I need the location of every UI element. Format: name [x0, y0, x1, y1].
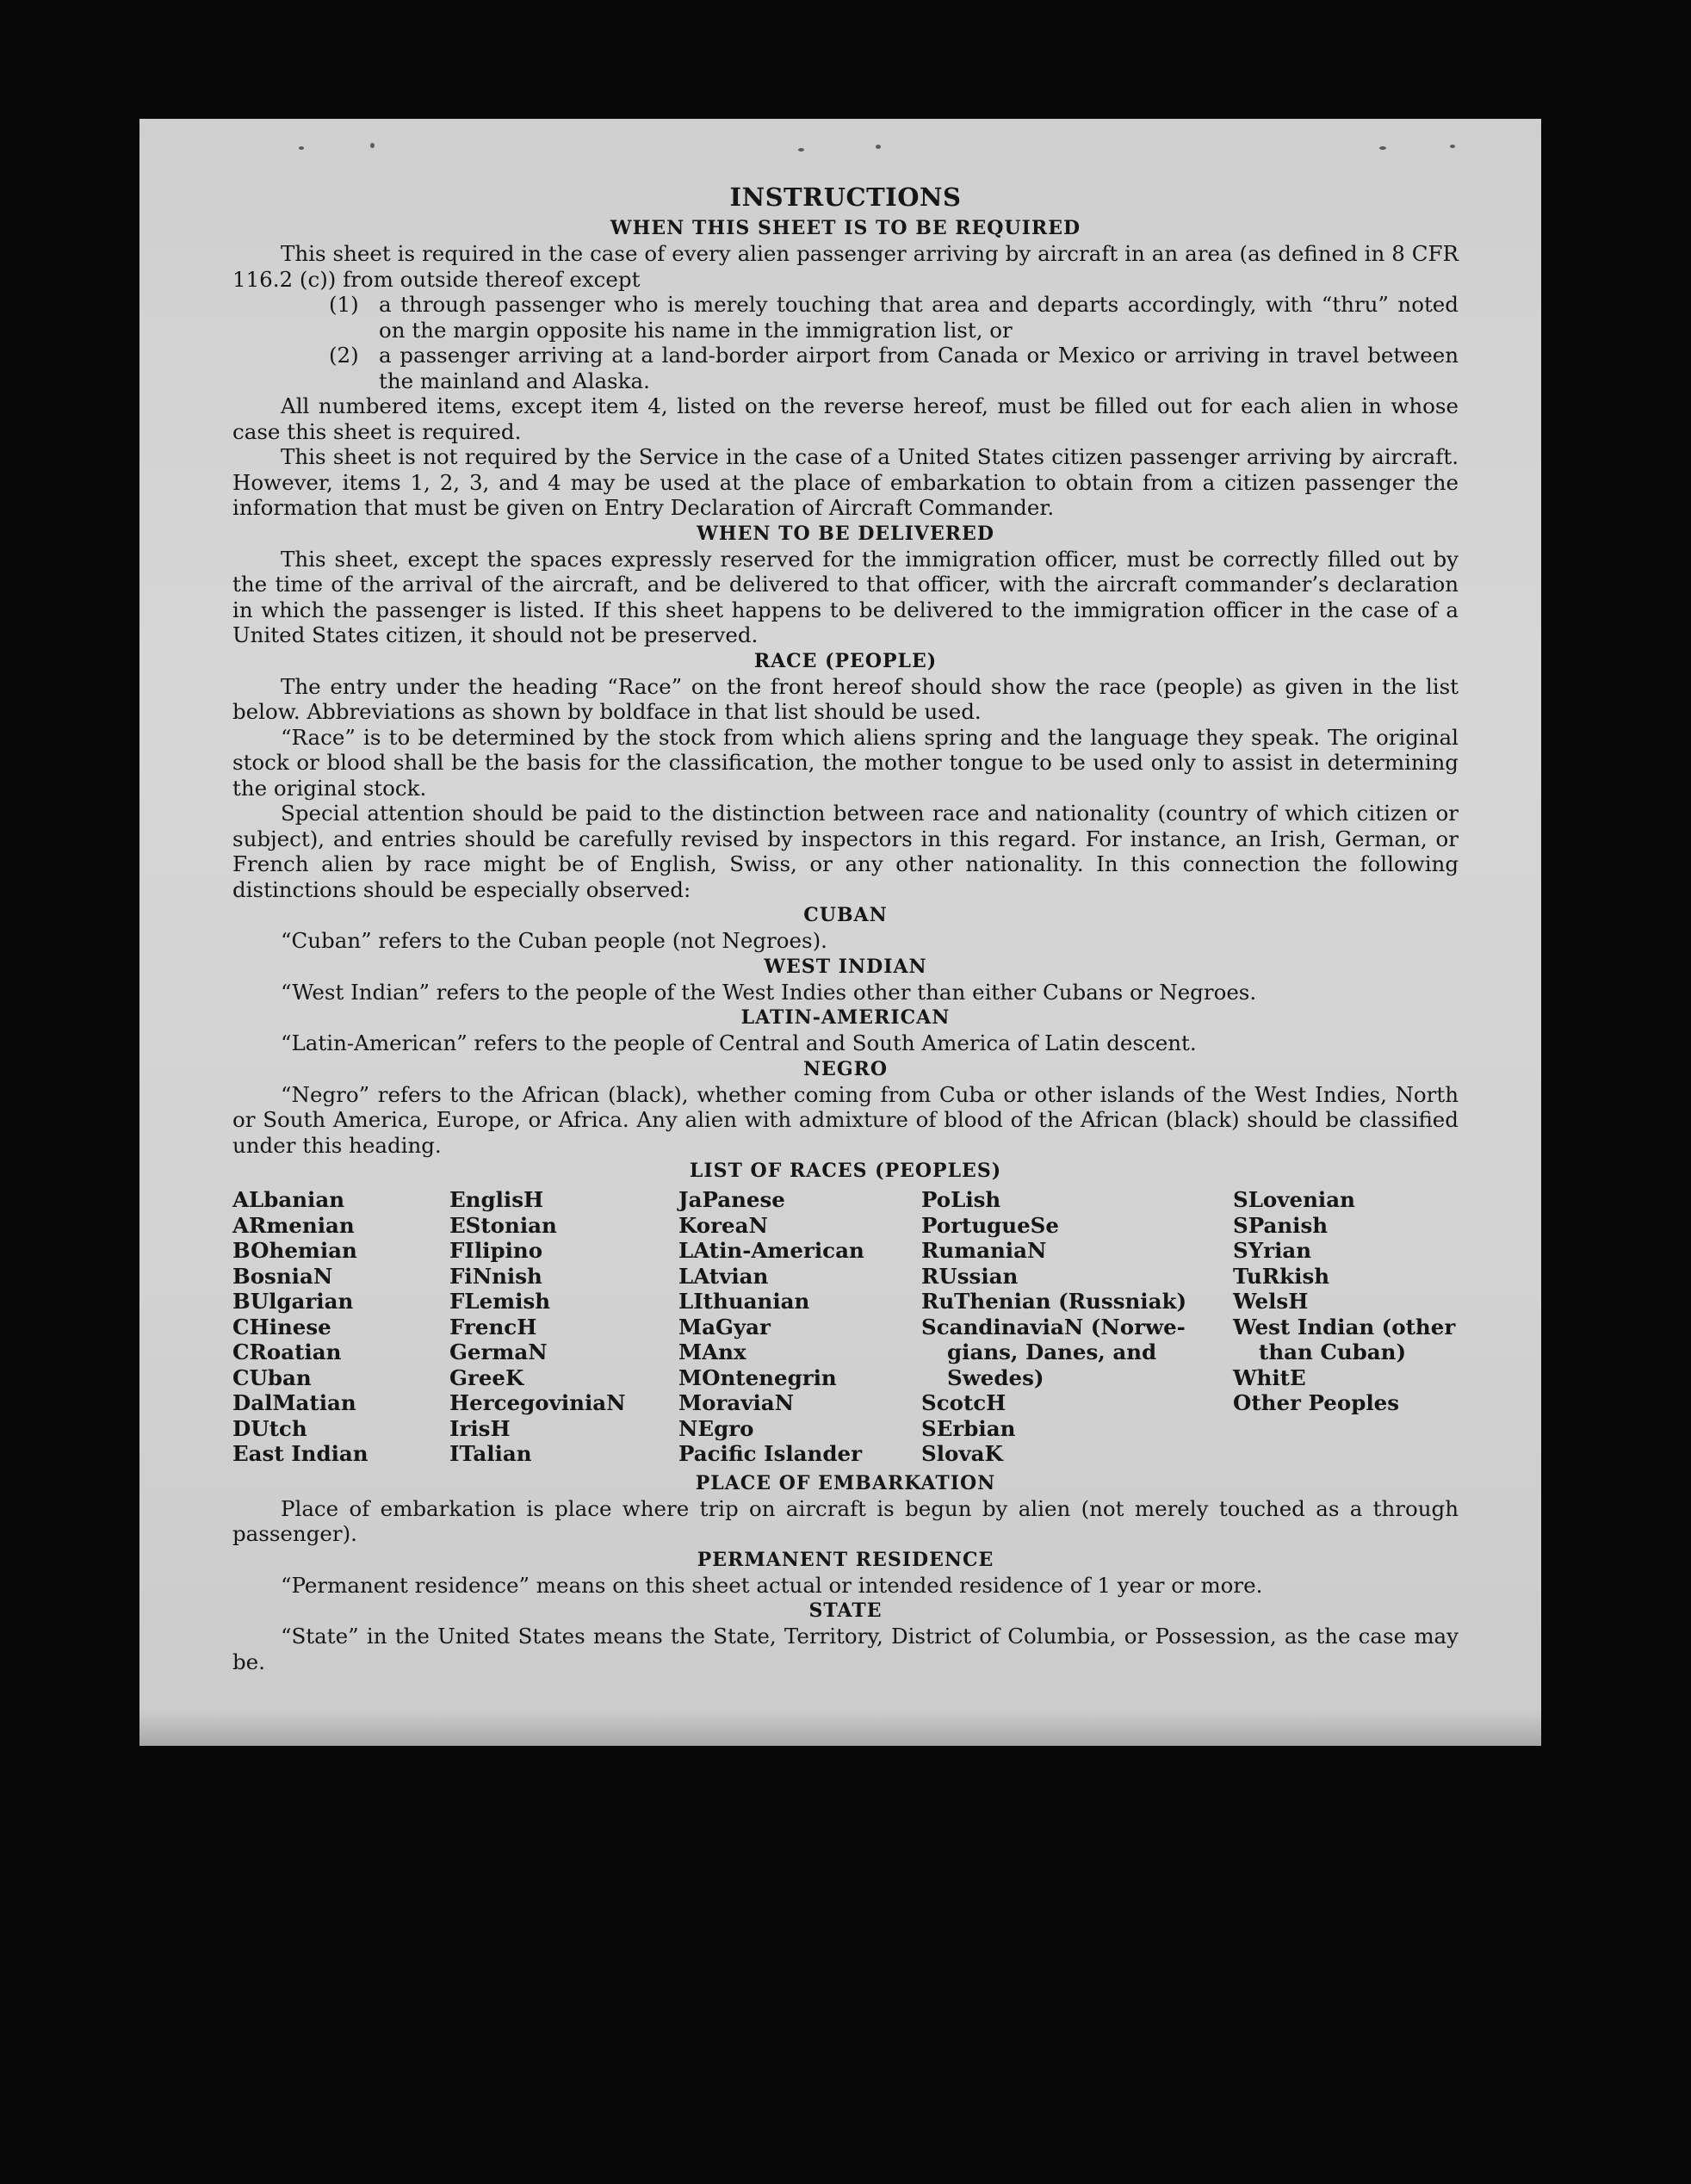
- list-item: SlovaK: [921, 1441, 1003, 1466]
- scan-speck: [1379, 146, 1386, 150]
- list-item: West Indian (other: [1233, 1314, 1456, 1339]
- list-item: ALbanian: [232, 1187, 345, 1212]
- list-item: ScotcH: [921, 1390, 1007, 1415]
- list-item: ScandinaviaN (Norwe-: [921, 1314, 1186, 1339]
- list-item: MAnx: [678, 1339, 746, 1364]
- section-heading-race: RACE (PEOPLE): [753, 649, 938, 672]
- races-column-4: [921, 1187, 1233, 1467]
- page-fold-shadow: [139, 1711, 1541, 1746]
- latin-american-text: “Latin-American” refers to the people of Central and South America of Latin descent.: [281, 1030, 1197, 1055]
- races-column-2: [449, 1187, 678, 1467]
- section-heading-embarkation: PLACE OF EMBARKATION: [695, 1471, 996, 1494]
- when-delivered-text: This sheet, except the spaces expressly reserved for the immigration officer, must be correctly filled out by the time of the arrival of the aircraft, and be delivered to that officer, with the aircraft commander’s declaration in which the passenger is listed. If this sheet happens to be delivered to the immigration officer in the case of a United States citizen, it should not be preserved.: [232, 546, 1459, 647]
- list-item: RuThenian (Russniak): [921, 1289, 1187, 1314]
- list-item: IrisH: [449, 1415, 511, 1441]
- race-para1: The entry under the heading “Race” on the front hereof should show the race (people) as given in the list below. Abbreviations as shown by boldface in that list should be used.: [232, 673, 1459, 724]
- list-item: EnglisH: [449, 1187, 544, 1212]
- section-heading-list-of-races: LIST OF RACES (PEOPLES): [689, 1160, 1002, 1182]
- section-heading-cuban: CUBAN: [803, 904, 888, 926]
- list-item: CUban: [232, 1364, 312, 1390]
- instructions-body: [232, 179, 1459, 1674]
- section-heading-west-indian: WEST INDIAN: [764, 955, 927, 978]
- list-item: DalMatian: [232, 1390, 356, 1415]
- list-item: than Cuban): [1259, 1339, 1407, 1364]
- races-column-5: [1233, 1187, 1457, 1467]
- list-item: RUssian: [921, 1263, 1019, 1289]
- list-item: TuRkish: [1233, 1263, 1330, 1289]
- section-heading-latin-american: LATIN-AMERICAN: [740, 1006, 951, 1029]
- list-item: GreeK: [449, 1364, 524, 1390]
- embarkation-text: Place of embarkation is place where trip on aircraft is begun by alien (not merely touched as a through passenger).: [232, 1495, 1459, 1546]
- when-required-intro: This sheet is required in the case of every alien passenger arriving by aircraft in an area (as defined in 8 CFR 116.2 (c)) from outside thereof except: [232, 241, 1459, 292]
- list-item: MaGyar: [678, 1314, 771, 1339]
- section-heading-when-delivered: WHEN TO BE DELIVERED: [697, 522, 994, 545]
- list-item: CRoatian: [232, 1339, 342, 1364]
- exception-item-2: (2) a passenger arriving at a land-border airport from Canada or Mexico or arriving in travel between the mainland and Alaska.: [329, 343, 1459, 393]
- list-item: East Indian: [232, 1441, 369, 1466]
- scan-speck: [876, 145, 881, 149]
- scan-speck: [299, 146, 304, 150]
- list-item: DUtch: [232, 1415, 307, 1441]
- exception-item-1: (1) a through passenger who is merely touching that area and departs accordingly, with “thru” noted on the margin opposite his name in the immigration list, or: [329, 292, 1459, 343]
- page-title: INSTRUCTIONS: [729, 183, 962, 212]
- list-item: PortugueSe: [921, 1212, 1059, 1238]
- when-required-para2: All numbered items, except item 4, listed on the reverse hereof, must be filled out for each alien in whose case this sheet is required.: [232, 393, 1459, 444]
- scan-speck: [1450, 145, 1455, 148]
- list-item: WhitE: [1233, 1364, 1306, 1390]
- list-item: KoreaN: [678, 1212, 768, 1238]
- list-item: LAtvian: [678, 1263, 769, 1289]
- list-item: WelsH: [1233, 1289, 1309, 1314]
- state-text: “State” in the United States means the State, Territory, District of Columbia, or Possession, as the case may be.: [232, 1624, 1459, 1674]
- list-item: JaPanese: [678, 1187, 785, 1212]
- negro-text: “Negro” refers to the African (black), whether coming from Cuba or other islands of the West Indies, North or South America, Europe, or Africa. Any alien with admixture of blood of the African (black) should be classified under this heading.: [232, 1081, 1459, 1158]
- list-item: HercegoviniaN: [449, 1390, 626, 1415]
- document-page: [139, 119, 1541, 1746]
- list-item: FiNnish: [449, 1263, 542, 1289]
- list-item: PoLish: [921, 1187, 1001, 1212]
- list-item: RumaniaN: [921, 1238, 1047, 1263]
- list-item: SYrian: [1233, 1238, 1312, 1263]
- list-item: ARmenian: [232, 1212, 355, 1238]
- section-heading-negro: NEGRO: [802, 1057, 889, 1080]
- list-item: MOntenegrin: [678, 1364, 837, 1390]
- races-column-1: [232, 1187, 449, 1467]
- scan-speck: [370, 143, 375, 148]
- list-item: EStonian: [449, 1212, 557, 1238]
- residence-text: “Permanent residence” means on this sheet actual or intended residence of 1 year or more.: [281, 1572, 1263, 1598]
- list-item: Pacific Islander: [678, 1441, 862, 1466]
- section-heading-residence: PERMANENT RESIDENCE: [697, 1548, 994, 1571]
- list-item: Other Peoples: [1233, 1390, 1400, 1415]
- list-item: SLovenian: [1233, 1187, 1355, 1212]
- list-item: FIlipino: [449, 1238, 543, 1263]
- list-item: Swedes): [947, 1364, 1044, 1390]
- list-item: GermaN: [449, 1339, 548, 1364]
- list-item: CHinese: [232, 1314, 331, 1339]
- scan-speck: [798, 148, 804, 152]
- races-column-3: [678, 1187, 921, 1467]
- section-heading-state: STATE: [808, 1599, 883, 1622]
- list-item: LIthuanian: [678, 1289, 810, 1314]
- list-item: SPanish: [1233, 1212, 1329, 1238]
- races-list: [232, 1187, 1459, 1467]
- list-item: BosniaN: [232, 1263, 333, 1289]
- section-heading-when-required: WHEN THIS SHEET IS TO BE REQUIRED: [610, 217, 1081, 239]
- list-item: LAtin-American: [678, 1238, 864, 1263]
- when-required-para3: This sheet is not required by the Service in the case of a United States citizen passenger arriving by aircraft. However, items 1, 2, 3, and 4 may be used at the place of embarkation to obtain from a citizen passenger the information that must be given on Entry Declaration of Aircraft Commander.: [232, 444, 1459, 520]
- list-item: gians, Danes, and: [947, 1339, 1157, 1364]
- list-item: BUlgarian: [232, 1289, 354, 1314]
- cuban-text: “Cuban” refers to the Cuban people (not Negroes).: [281, 928, 827, 953]
- list-item: SErbian: [921, 1415, 1016, 1441]
- list-item: FLemish: [449, 1289, 551, 1314]
- list-item: BOhemian: [232, 1238, 357, 1263]
- race-para2: “Race” is to be determined by the stock from which aliens spring and the language they speak. The original stock or blood shall be the basis for the classification, the mother tongue to be used only to assist in determining the original stock.: [232, 724, 1459, 801]
- list-item: FrencH: [449, 1314, 537, 1339]
- race-para3: Special attention should be paid to the distinction between race and nationality (country of which citizen or subject), and entries should be carefully revised by inspectors in this regard. For instance, an Irish, German, or French alien by race might be of English, Swiss, or any other nationality. In this connection the following distinctions should be especially observed:: [232, 801, 1459, 902]
- west-indian-text: “West Indian” refers to the people of the West Indies other than either Cubans or Negroes.: [281, 979, 1257, 1005]
- list-item: MoraviaN: [678, 1390, 795, 1415]
- list-item: ITalian: [449, 1441, 532, 1466]
- list-item: NEgro: [678, 1415, 754, 1441]
